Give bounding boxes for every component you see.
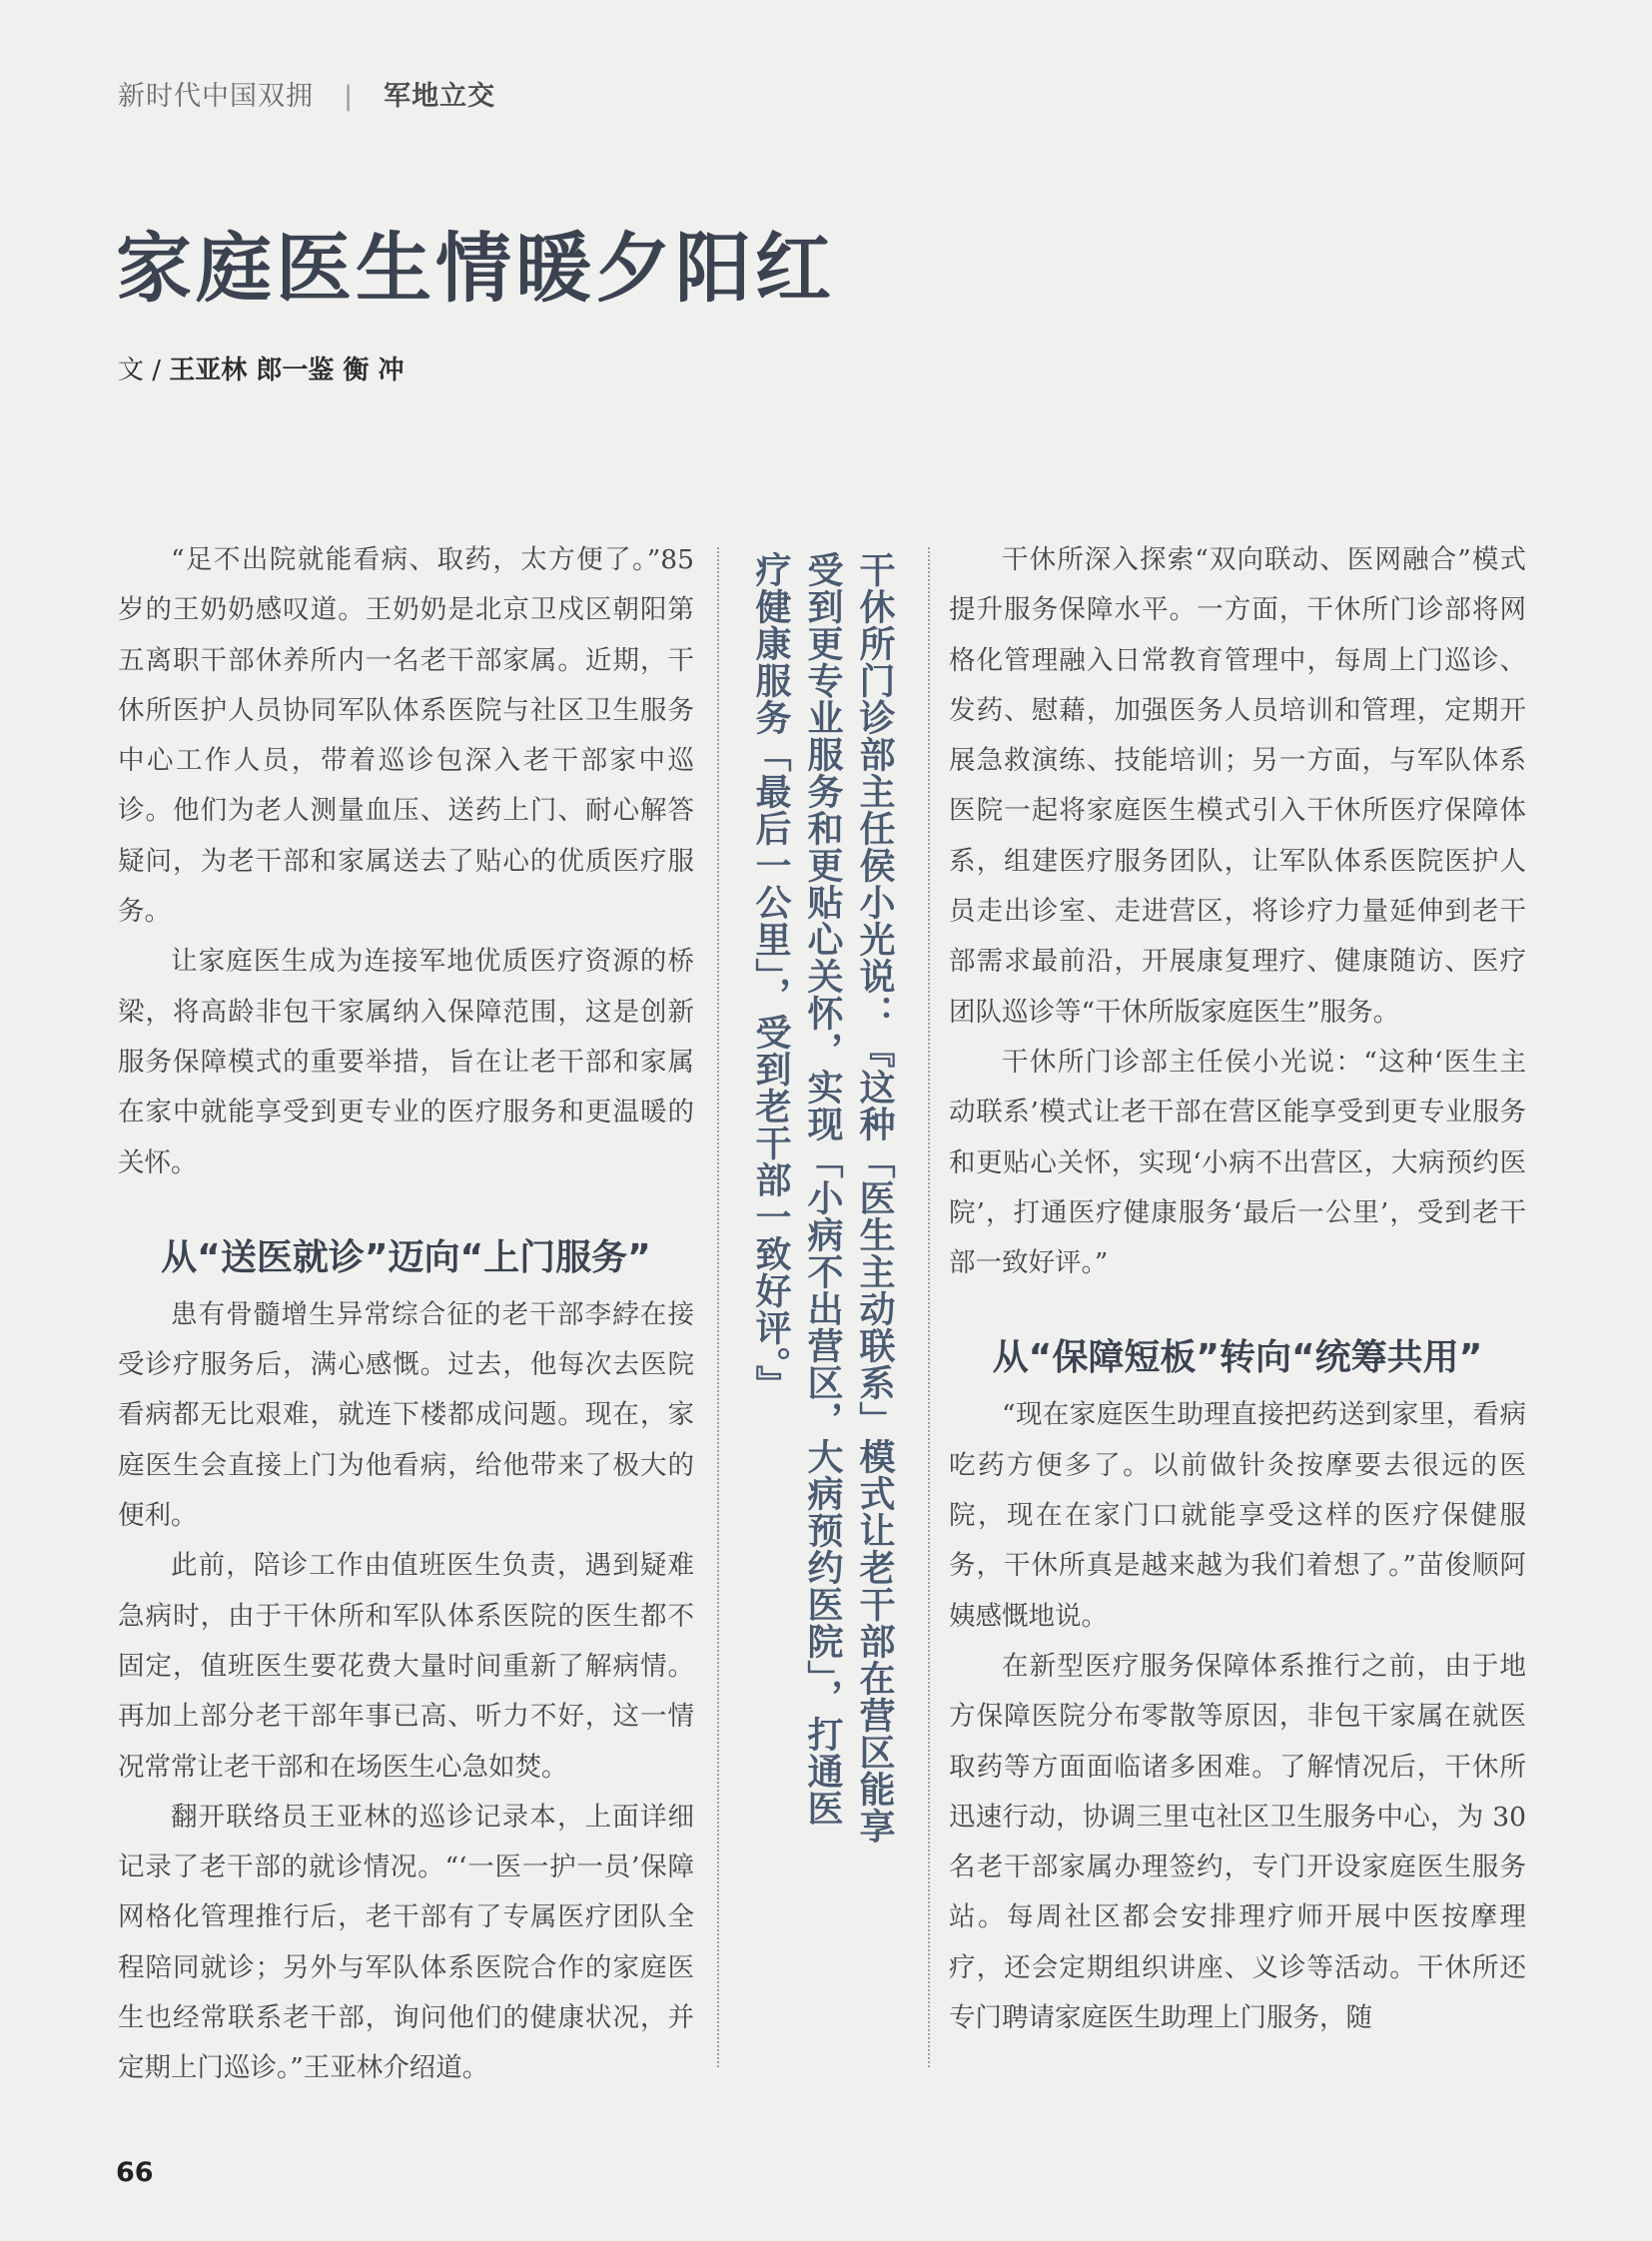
paragraph: 在新型医疗服务保障体系推行之前，由于地方保障医院分布零散等原因，非包干家属在就医取药等方面面临诸多困难。了解情况后，干休所迅速行动，协调三里屯社区卫生服务中心，为 30 名老干部家属办理签约，专门开设家庭医生服务站。每周社区都会安排理疗师开展中医按摩理疗，还会定期组织讲座、义诊等活动。干休所还专门聘请家庭医生助理上门服务，随 bbox=[949, 1650, 1526, 2034]
section-heading: 从“送医就诊”迈向“上门服务” bbox=[161, 1236, 651, 1278]
paragraph: 干休所深入探索“双向联动、医网融合”模式提升服务保障水平。一方面，干休所门诊部将网格化管理融入日常教育管理中，每周上门巡诊、发药、慰藉，加强医务人员培训和管理，定期开展急救演练、技能培训；另一方面，与军队体系医院一起将家庭医生模式引入干休所医疗保障体系，组建医疗服务团队，让军队体系医院医护人员走出诊室、走进营区，将诊疗力量延伸到老干部需求最前沿，开展康复理疗、健康随访、医疗团队巡诊等“干休所版家庭医生”服务。 bbox=[949, 544, 1526, 1028]
byline-authors: 王亚林 郎一鉴 衡 冲 bbox=[169, 356, 405, 385]
article-title: 家庭医生情暖夕阳红 bbox=[116, 224, 835, 313]
paragraph: 让家庭医生成为连接军地优质医疗资源的桥梁，将高龄非包干家属纳入保障范围，这是创新服务保障模式的重要举措，旨在让老干部和家属在家中就能享受到更专业的医疗服务和更温暖的关怀。 bbox=[118, 946, 694, 1178]
paragraph: “足不出院就能看病、取药，太方便了。”85岁的王奶奶感叹道。王奶奶是北京卫戍区朝阳第五离职干部休养所内一名老干部家属。近期，干休所医护人员协同军队体系医院与社区卫生服务中心工作人员，带着巡诊包深入老干部家中巡诊。他们为老人测量血压、送药上门、耐心解答疑问，为老干部和家属送去了贴心的优质医疗服务。 bbox=[118, 544, 694, 928]
section-name: 军地立交 bbox=[384, 81, 496, 112]
section-heading: 从“保障短板”转向“统筹共用” bbox=[992, 1337, 1483, 1379]
byline bbox=[118, 350, 404, 386]
column-divider-left bbox=[717, 547, 719, 2067]
header-separator: | bbox=[344, 81, 355, 112]
paragraph: 患有骨髓增生异常综合征的老干部李綍在接受诊疗服务后，满心感慨。过去，他每次去医院看病都无比艰难，就连下楼都成问题。现在，家庭医生会直接上门为他看病，给他带来了极大的便利。 bbox=[118, 1298, 694, 1532]
paragraph: “现在家庭医生助理直接把药送到家里，看病吃药方便多了。以前做针灸按摩要去很远的医院，现在在家门口就能享受这样的医疗保健服务，干休所真是越来越为我们着想了。”苗俊顺阿姨感慨地说。 bbox=[949, 1399, 1526, 1632]
right-column bbox=[949, 535, 1526, 2043]
column-name: 新时代中国双拥 bbox=[118, 81, 314, 112]
paragraph: 干休所门诊部主任侯小光说：“这种‘医生主动联系’模式让老干部在营区能享受到更专业服务和更贴心关怀，实现‘小病不出营区，大病预约医院’，打通医疗健康服务‘最后一公里’，受到老干部一致好评。” bbox=[949, 1046, 1526, 1279]
page-number: 66 bbox=[116, 2157, 154, 2188]
pull-quote: 干休所门诊部主任侯小光说：『这种「医生主动联系」模式让老干部在营区能享受到更专业服务和更贴心关怀，实现「小病不出营区，大病预约医院」，打通医疗健康服务「最后一公里」，受到老干部一致好评。』 bbox=[750, 551, 896, 1845]
byline-prefix: 文 / bbox=[118, 356, 170, 385]
column-divider-right bbox=[928, 547, 930, 2067]
running-header bbox=[118, 74, 495, 113]
paragraph: 翻开联络员王亚林的巡诊记录本，上面详细记录了老干部的就诊情况。“‘一医一护一员’保障网格化管理推行后，老干部有了专属医疗团队全程陪同就诊；另外与军队体系医院合作的家庭医生也经常联系老干部，询问他们的健康状况，并定期上门巡诊。”王亚林介绍道。 bbox=[118, 1801, 694, 2084]
left-column bbox=[118, 535, 694, 2094]
paragraph: 此前，陪诊工作由值班医生负责，遇到疑难急病时，由于干休所和军队体系医院的医生都不固定，值班医生要花费大量时间重新了解病情。再加上部分老干部年事已高、听力不好，这一情况常常让老干部和在场医生心急如焚。 bbox=[118, 1550, 694, 1783]
